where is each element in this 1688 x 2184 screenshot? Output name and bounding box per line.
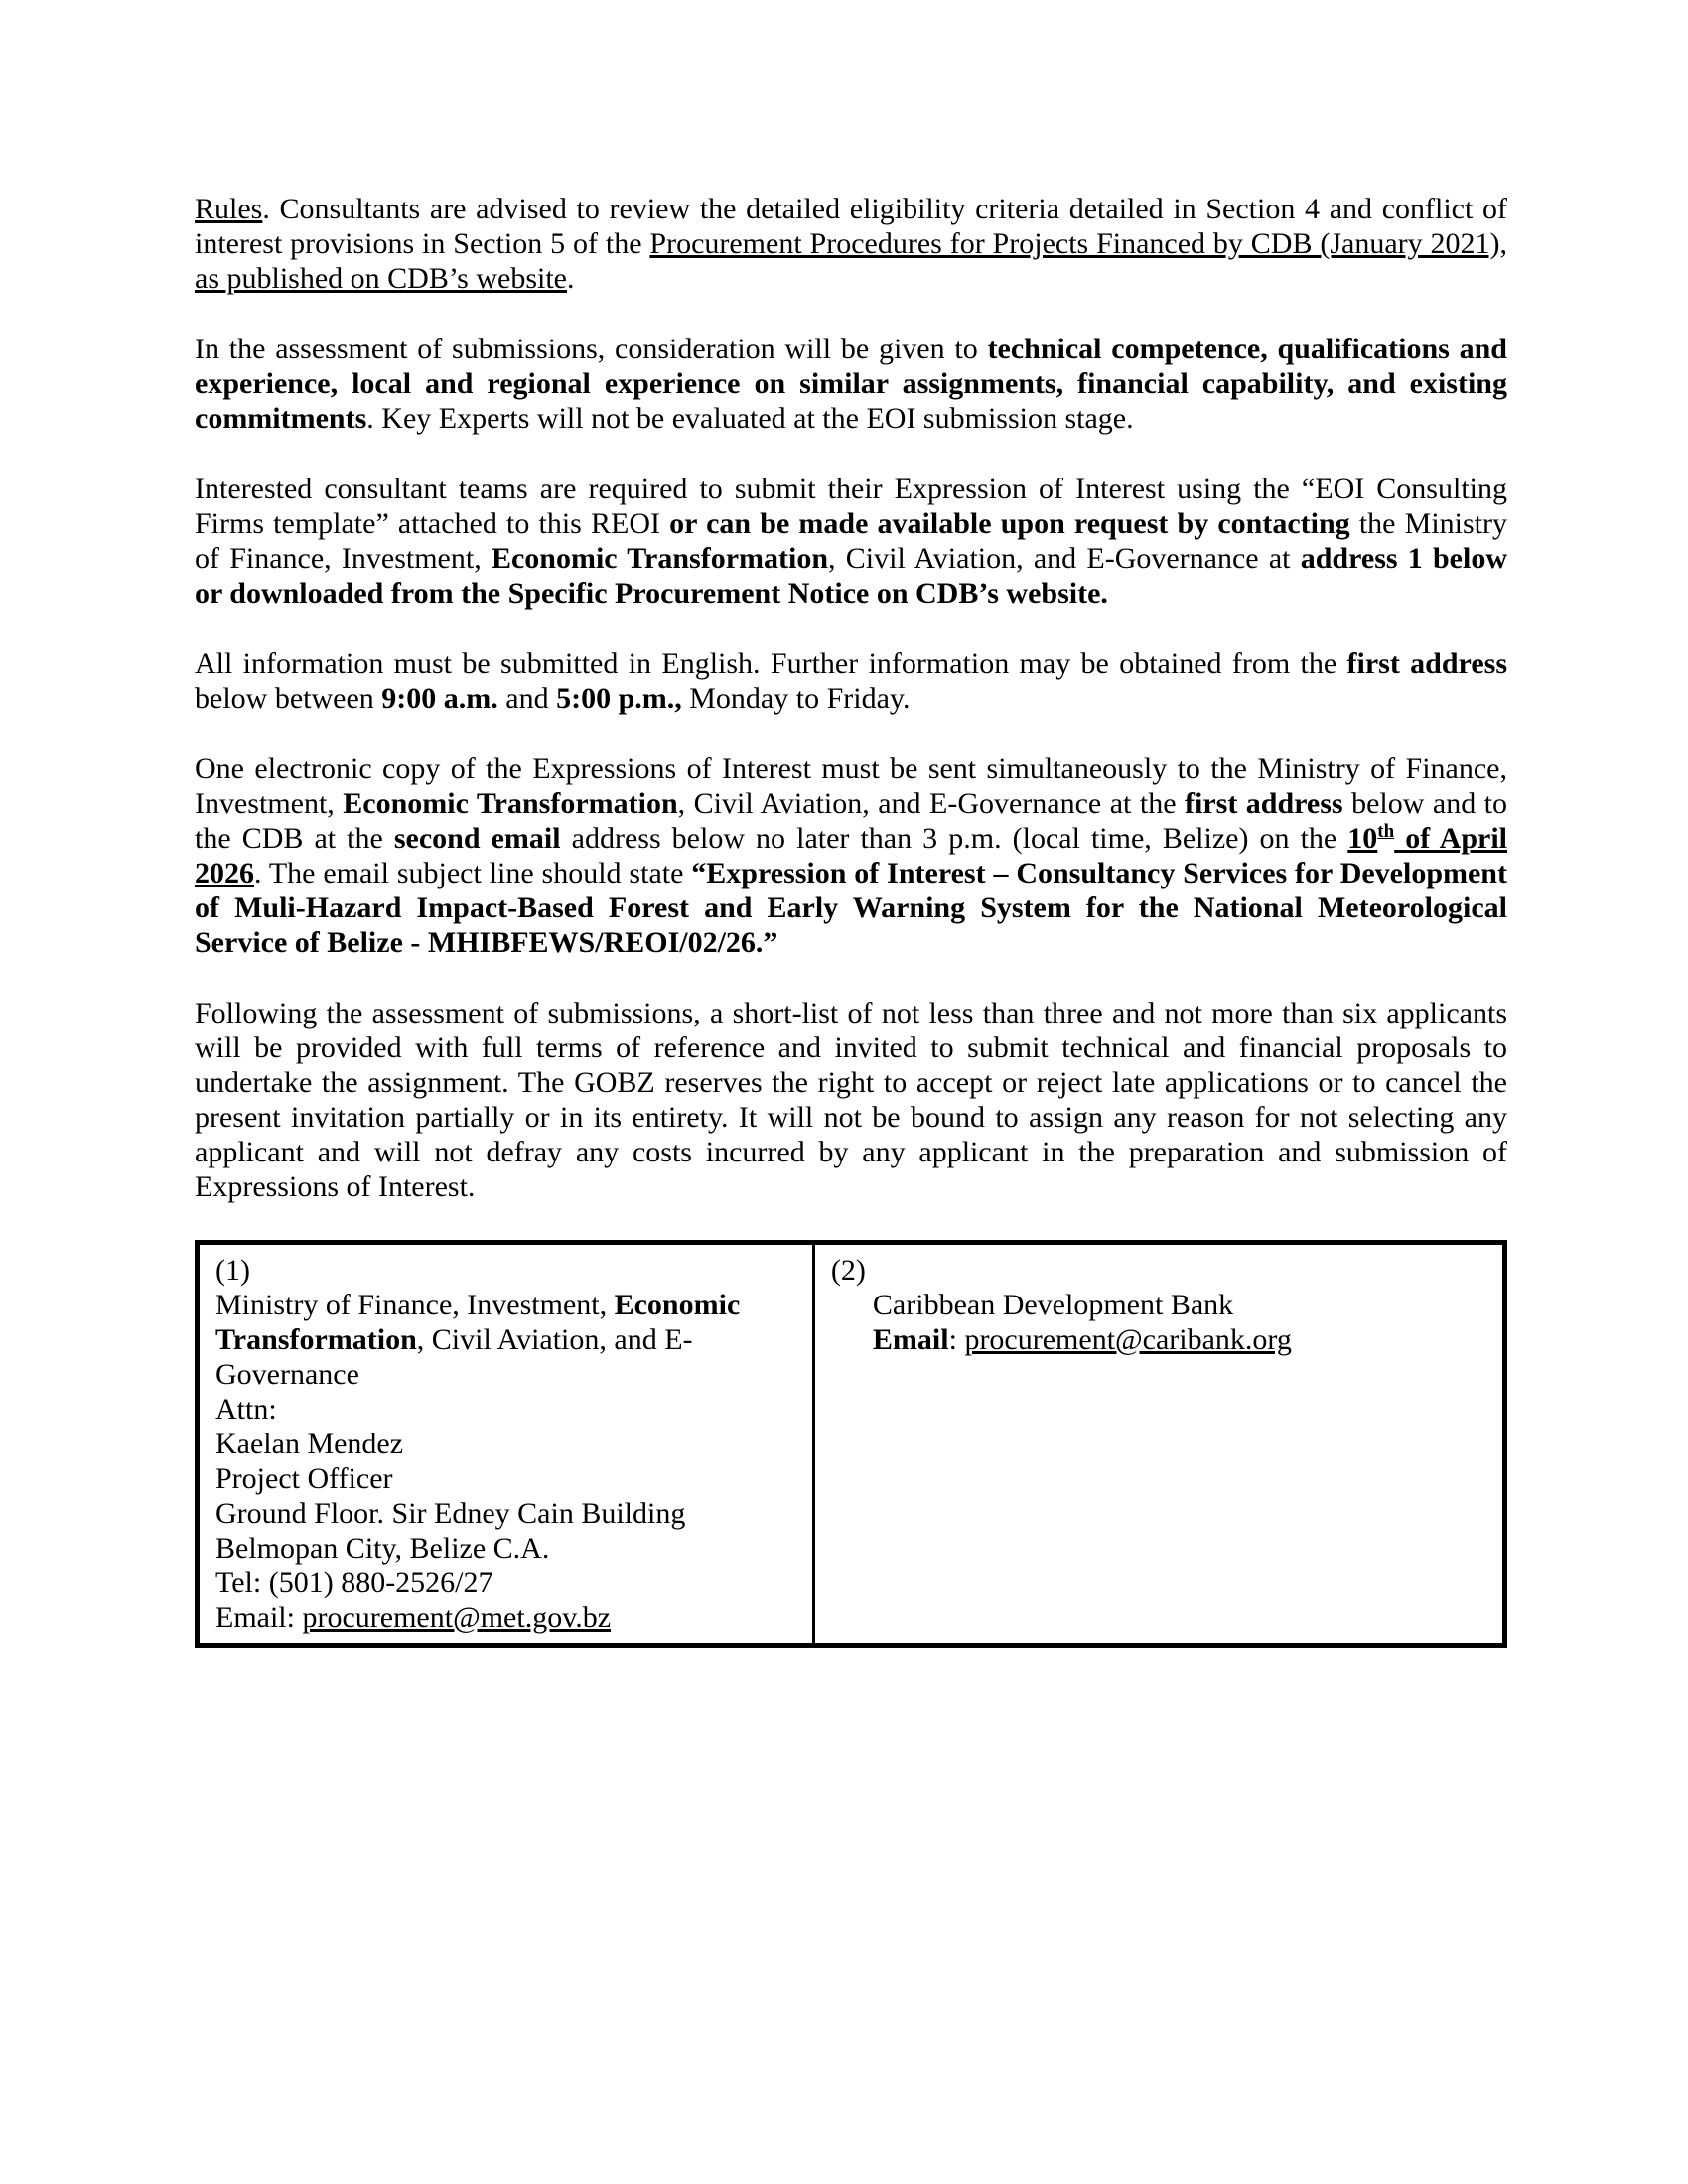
- address-1-contact-name: Kaelan Mendez: [215, 1428, 404, 1460]
- text-run: first address: [1346, 647, 1507, 680]
- text-run: . Consultants are advised to review the detailed eligibility criteria detailed in Section 4 and conflict of interest provisions in Section 5 of the: [195, 193, 1507, 260]
- text-run: Economic Transformation: [343, 787, 678, 820]
- address-1-telephone: Tel: (501) 880-2526/27: [215, 1567, 493, 1599]
- text-run: below and to the CDB at the: [195, 787, 1508, 855]
- address-2-number: (2): [830, 1254, 866, 1287]
- contact-addresses-table: [195, 1240, 1507, 1648]
- address-1-cell: [198, 1243, 814, 1646]
- text-run: first address: [1185, 787, 1343, 820]
- text-run: :: [948, 1323, 965, 1356]
- text-run: , Civil Aviation, and E-Governance at the: [677, 787, 1185, 820]
- email-label: Email:: [215, 1601, 303, 1634]
- text-run: the Ministry of Finance, Investment,: [195, 507, 1507, 575]
- text-run: address 1 below or downloaded from the Specific Procurement Notice on CDB’s website.: [195, 542, 1507, 610]
- text-run: second email: [393, 822, 561, 855]
- text-run: . The email subject line should state: [254, 857, 692, 889]
- contact-table-row: [198, 1243, 1505, 1646]
- paragraph-submission-deadline: [195, 751, 1507, 960]
- text-run: technical competence, qualifications and experience, local and regional experience on similar assignments, financial capability, and existing commitments: [195, 333, 1507, 435]
- document-content: [195, 192, 1507, 1648]
- email-label: Email: [872, 1323, 949, 1356]
- text-run: Ministry of Finance, Investment,: [215, 1289, 615, 1321]
- deadline-date: of April 2026: [195, 822, 1507, 889]
- paragraph-submission-template: [195, 472, 1507, 611]
- address-2-organization: Caribbean Development Bank: [872, 1289, 1234, 1321]
- deadline-date-ordinal: th: [1377, 821, 1395, 842]
- address-1-email-line: [215, 1600, 798, 1635]
- paragraph-rules: [195, 192, 1507, 296]
- deadline-date: 10: [1347, 822, 1378, 855]
- paragraph-assessment-criteria: [195, 332, 1507, 436]
- paragraph-shortlist-terms: [195, 996, 1507, 1204]
- text-run: Interested consultant teams are required to submit their Expression of Interest using the “EOI Consulting Firms template” attached to this REOI: [195, 473, 1507, 540]
- text-run: One electronic copy of the Expressions of Interest must be sent simultaneously to the Ministry of Finance, Investment,: [195, 752, 1507, 820]
- procurement-procedures-reference: Procurement Procedures for Projects Financed by CDB (January 2021), as published on CDB’s website: [195, 227, 1507, 295]
- paragraph-language-info: [195, 646, 1507, 716]
- text-run: Monday to Friday.: [681, 682, 911, 715]
- address-1-number: (1): [215, 1254, 250, 1287]
- text-run: .: [567, 262, 575, 295]
- text-run: , Civil Aviation, and E-Governance: [215, 1323, 693, 1391]
- email-subject-line: “Expression of Interest – Consultancy Services for Development of Muli-Hazard Impact-Based Forest and Early Warning System for the National Meteorological Service of Belize - MHIBFEWS/REOI/02/26.”: [195, 857, 1507, 959]
- address-1-organization: [215, 1288, 798, 1392]
- address-1-street: Ground Floor. Sir Edney Cain Building: [215, 1497, 686, 1530]
- text-run: Following the assessment of submissions, a short-list of not less than three and not more than six applicants will be provided with full terms of reference and invited to submit technical and financial proposals to undertake the assignment. The GOBZ reserves the right to accept or reject late applications or to cancel the present invitation partially or in its entirety. It will not be bound to assign any reason for not selecting any applicant and will not defray any costs incurred by any applicant in the preparation and submission of Expressions of Interest.: [195, 997, 1507, 1203]
- text-run: All information must be submitted in English. Further information may be obtained from the: [195, 647, 1347, 680]
- text-run: 9:00 a.m.: [381, 682, 498, 715]
- text-run: or can be made available upon request by contacting: [669, 507, 1350, 540]
- address-2-email-line: [831, 1322, 1488, 1357]
- text-run: Rules: [195, 193, 263, 225]
- text-run: address below no later than 3 p.m. (local time, Belize) on the: [560, 822, 1348, 855]
- address-1-attn-label: Attn:: [215, 1393, 277, 1426]
- text-run: 5:00 p.m.,: [556, 682, 682, 715]
- text-run: In the assessment of submissions, consideration will be given to: [195, 333, 988, 365]
- text-run: , Civil Aviation, and E-Governance at: [828, 542, 1301, 575]
- address-1-contact-title: Project Officer: [215, 1462, 393, 1495]
- text-run: and: [497, 682, 557, 715]
- email-link-caribank-org[interactable]: procurement@caribank.org: [964, 1323, 1292, 1356]
- address-2-cell: [813, 1243, 1504, 1646]
- text-run: Economic Transformation: [491, 542, 829, 575]
- text-run: below between: [195, 682, 382, 715]
- email-link-met-gov-bz[interactable]: procurement@met.gov.bz: [302, 1601, 612, 1634]
- text-run: Economic Transformation: [215, 1289, 741, 1356]
- address-1-city: Belmopan City, Belize C.A.: [215, 1532, 550, 1565]
- text-run: . Key Experts will not be evaluated at the EOI submission stage.: [366, 402, 1134, 435]
